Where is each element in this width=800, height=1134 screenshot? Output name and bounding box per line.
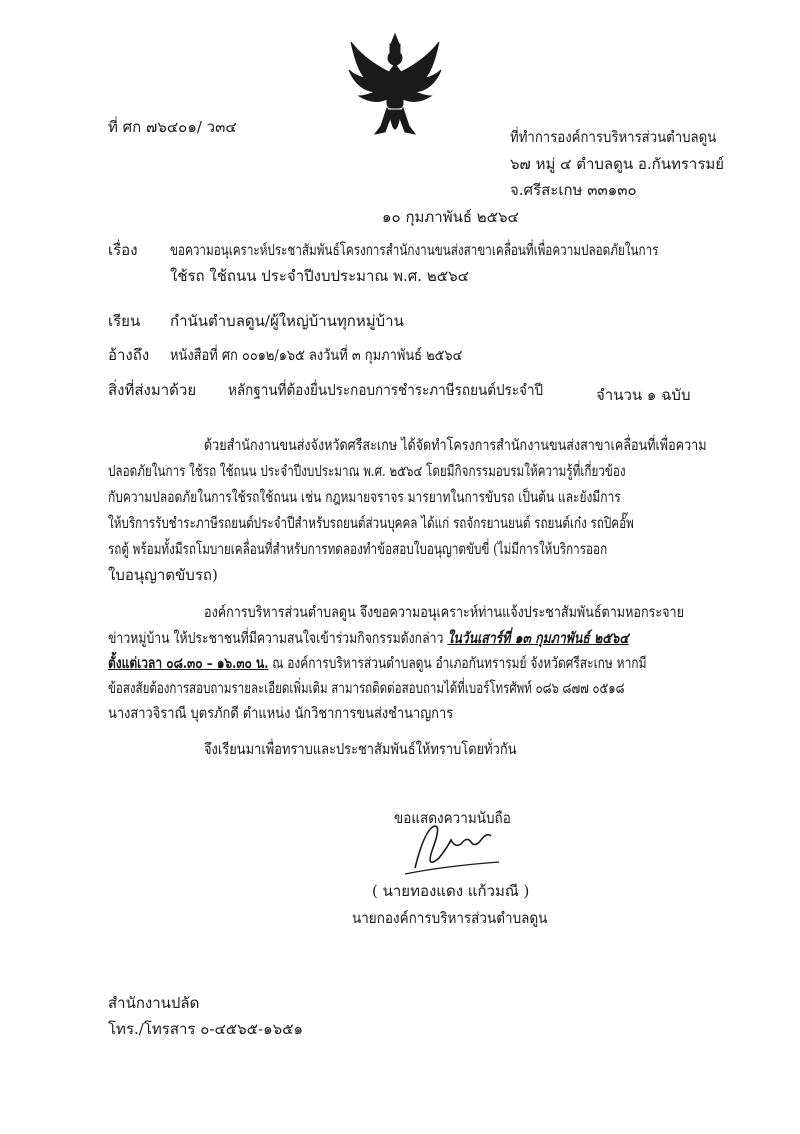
subject-line2: ใช้รถ ใช้ถนน ประจำปีงบประมาณ พ.ศ. ๒๕๖๔ <box>170 267 469 285</box>
subject-line1: ขอความอนุเคราะห์ประชาสัมพันธ์โครงการสำนักงานขนส่งสาขาเคลื่อนที่เพื่อความปลอดภัยในการ <box>170 241 659 259</box>
document-date: ๑๐ กุมภาพันธ์ ๒๕๖๔ <box>382 208 519 226</box>
garuda-emblem-icon <box>345 30 445 150</box>
paragraph2-line <box>108 628 743 648</box>
signatory-name: ( นายทองแดง แก้วมณี ) <box>372 882 530 900</box>
event-time-highlight: ตั้งแต่เวลา ๐๘.๓๐ – ๑๖.๓๐ น. <box>108 654 269 672</box>
paragraph1-line: ใบอนุญาตขับรถ) <box>108 566 218 584</box>
reference-number: ที่ ศก ๗๖๔๐๑/ ว๓๔ <box>108 118 237 136</box>
to-value: กำนันตำบลดูน/ผู้ใหญ่บ้านทุกหมู่บ้าน <box>170 312 404 330</box>
reference-label: อ้างถึง <box>108 346 150 364</box>
paragraph2-text: ณ องค์การบริหารส่วนตำบลดูน อำเภอกันทรารมย์ จังหวัดศรีสะเกษ หากมี <box>268 654 647 672</box>
paragraph1-line: ปลอดภัยในการ ใช้รถ ใช้ถนน ประจำปีงบประมาณ พ.ศ. ๒๕๖๔ โดยมีกิจกรรมอบรมให้ความรู้ที่เกี่ยวข้อง <box>108 462 626 480</box>
enclosure-quantity: จำนวน ๑ ฉบับ <box>596 386 691 404</box>
sender-office: ที่ทำการองค์การบริหารส่วนตำบลดูน <box>510 128 717 146</box>
paragraph1-line: ให้บริการรับชำระภาษีรถยนต์ประจำปีสำหรับรถยนต์ส่วนบุคคล ได้แก่ รถจักรยานยนต์ รถยนต์เก๋ง รถปิคอั๊พ <box>108 514 634 532</box>
subject-label: เรื่อง <box>108 241 138 259</box>
paragraph2-line <box>108 653 781 673</box>
event-date-highlight: ในวันเสาร์ที่ ๑๓ กุมภาพันธ์ ๒๕๖๔ <box>447 629 629 647</box>
paragraph2-line: องค์การบริหารส่วนตำบลดูน จึงขอความอนุเคราะห์ท่านแจ้งประชาสัมพันธ์ตามหอกระจาย <box>204 603 684 621</box>
signatory-position: นายกองค์การบริหารส่วนตำบลดูน <box>352 909 548 927</box>
enclosure-value: หลักฐานที่ต้องยื่นประกอบการชำระภาษีรถยนต์ประจำปี <box>228 381 544 399</box>
enclosure-label: สิ่งที่ส่งมาด้วย <box>108 381 197 399</box>
paragraph1-line: รถตู้ พร้อมทั้งมีรถโมบายเคลื่อนที่สำหรับการทดลองทำข้อสอบใบอนุญาตขับขี่ (ไม่มีการให้บริการออก <box>108 540 608 558</box>
reference-value: หนังสือที่ ศก ๐๐๑๒/๑๖๕ ลงวันที่ ๓ กุมภาพันธ์ ๒๕๖๔ <box>170 346 463 364</box>
paragraph1-line: กับความปลอดภัยในการใช้รถใช้ถนน เช่น กฎหมายจราจร มารยาทในการขับรถ เป็นต้น และยังมีการ <box>108 488 621 506</box>
footer-department: สำนักงานปลัด <box>108 994 200 1012</box>
handwritten-signature-icon <box>395 818 505 878</box>
footer-phone: โทร./โทรสาร ๐-๔๕๖๕-๑๖๕๑ <box>108 1020 304 1038</box>
closing-request: จึงเรียนมาเพื่อทราบและประชาสัมพันธ์ให้ทราบโดยทั่วกัน <box>204 740 517 758</box>
paragraph2-line: ข้อสงสัยต้องการสอบถามรายละเอียดเพิ่มเติม สามารถติดต่อสอบถามได้ที่เบอร์โทรศัพท์ ๐๘๖ ๘๗๗ ๐๕๑๘ <box>108 679 625 697</box>
signature-closing: ขอแสดงความนับถือ <box>394 809 511 827</box>
sender-address-line1: ๖๗ หมู่ ๔ ตำบลดูน อ.กันทรารมย์ <box>510 155 725 173</box>
sender-address-line2: จ.ศรีสะเกษ ๓๓๑๓๐ <box>510 181 637 199</box>
paragraph2-line: นางสาวจิราณี บุตรภักดี ตำแหน่ง นักวิชาการขนส่งชำนาญการ <box>108 704 454 722</box>
paragraph1-line: ด้วยสำนักงานขนส่งจังหวัดศรีสะเกษ ได้จัดทำโครงการสำนักงานขนส่งสาขาเคลื่อนที่เพื่อความ <box>204 436 707 454</box>
paragraph2-text: ข่าวหมู่บ้าน ให้ประชาชนที่มีความสนใจเข้าร่วมกิจกรรมดังกล่าว <box>108 629 448 647</box>
to-label: เรียน <box>108 312 141 330</box>
